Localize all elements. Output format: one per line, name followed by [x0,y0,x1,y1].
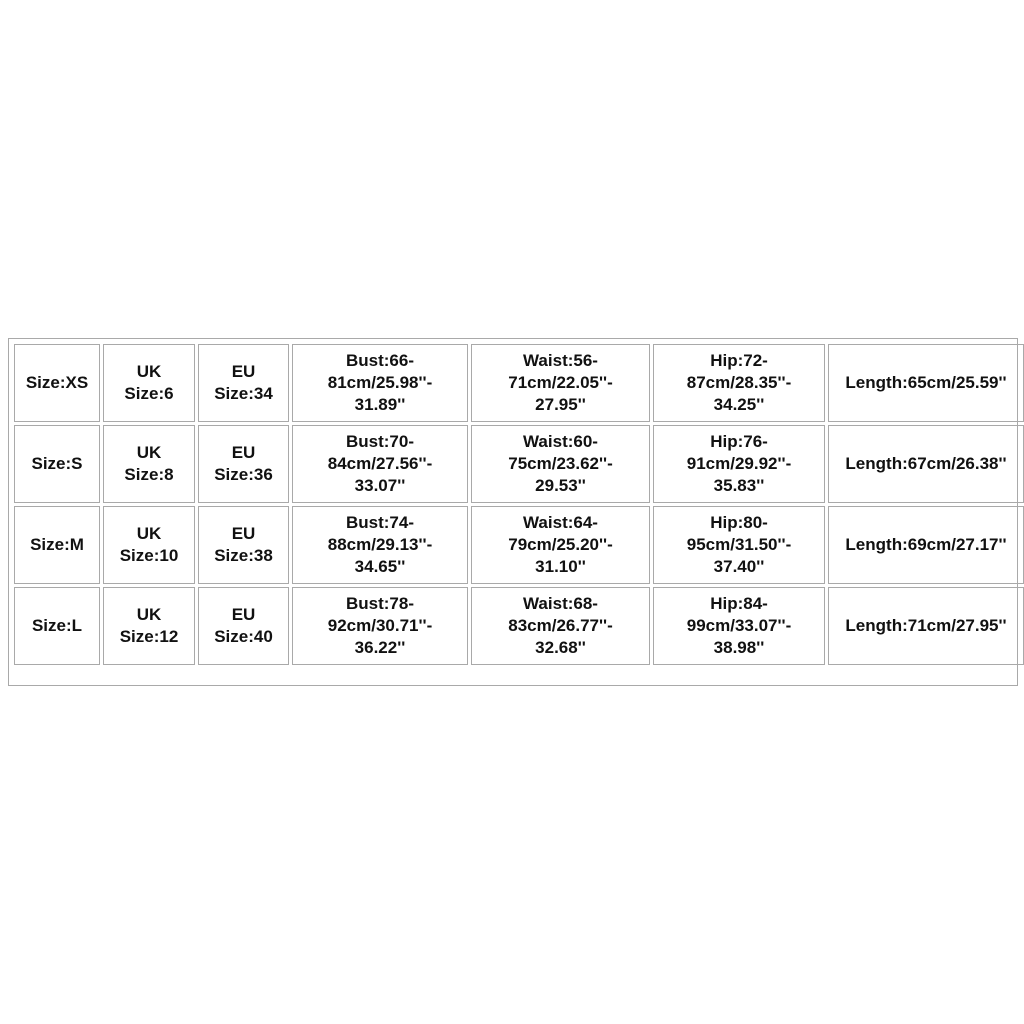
length-cell [828,344,1024,422]
waist-label: Waist:68- 83cm/26.77''- 32.68'' [508,594,613,657]
length-label: Length:69cm/27.17'' [845,535,1007,554]
bust-label: Bust:74- 88cm/29.13''- 34.65'' [327,513,433,576]
length-label: Length:71cm/27.95'' [845,616,1007,635]
waist-cell [471,344,650,422]
eu-size-cell [198,506,289,584]
size-cell [14,506,100,584]
hip-label: Hip:80- 95cm/31.50''- 37.40'' [686,513,792,576]
uk-size-label: UK Size:8 [124,443,174,484]
table-row [14,506,1024,584]
hip-label: Hip:72- 87cm/28.35''- 34.25'' [686,351,792,414]
table-row [14,425,1024,503]
bust-cell [292,587,468,665]
hip-cell [653,425,825,503]
size-chart-table [11,341,1024,668]
eu-size-label: EU Size:34 [214,362,273,403]
size-label: Size:S [31,454,83,473]
uk-size-label: UK Size:12 [119,605,179,646]
length-cell [828,587,1024,665]
length-label: Length:65cm/25.59'' [845,373,1007,392]
uk-size-label: UK Size:10 [119,524,179,565]
bust-label: Bust:70- 84cm/27.56''- 33.07'' [327,432,433,495]
table-row [14,587,1024,665]
bust-label: Bust:78- 92cm/30.71''- 36.22'' [327,594,433,657]
bust-cell [292,506,468,584]
length-cell [828,506,1024,584]
uk-size-cell [103,587,195,665]
eu-size-label: EU Size:40 [214,605,273,646]
hip-label: Hip:84- 99cm/33.07''- 38.98'' [686,594,792,657]
uk-size-label: UK Size:6 [124,362,174,403]
eu-size-cell [198,587,289,665]
length-cell [828,425,1024,503]
bust-cell [292,425,468,503]
size-cell [14,587,100,665]
hip-cell [653,344,825,422]
table-row [14,344,1024,422]
uk-size-cell [103,344,195,422]
size-chart [8,338,1018,686]
waist-cell [471,425,650,503]
size-label: Size:L [31,616,83,635]
size-cell [14,344,100,422]
hip-cell [653,587,825,665]
size-cell [14,425,100,503]
hip-cell [653,506,825,584]
eu-size-label: EU Size:36 [214,443,273,484]
bust-cell [292,344,468,422]
hip-label: Hip:76- 91cm/29.92''- 35.83'' [686,432,792,495]
bust-label: Bust:66- 81cm/25.98''- 31.89'' [327,351,433,414]
eu-size-cell [198,344,289,422]
length-label: Length:67cm/26.38'' [845,454,1007,473]
uk-size-cell [103,425,195,503]
size-label: Size:M [30,535,84,554]
waist-label: Waist:56- 71cm/22.05''- 27.95'' [508,351,613,414]
uk-size-cell [103,506,195,584]
waist-cell [471,587,650,665]
waist-cell [471,506,650,584]
eu-size-label: EU Size:38 [214,524,273,565]
waist-label: Waist:60- 75cm/23.62''- 29.53'' [508,432,613,495]
eu-size-cell [198,425,289,503]
size-label: Size:XS [25,373,89,392]
waist-label: Waist:64- 79cm/25.20''- 31.10'' [508,513,613,576]
